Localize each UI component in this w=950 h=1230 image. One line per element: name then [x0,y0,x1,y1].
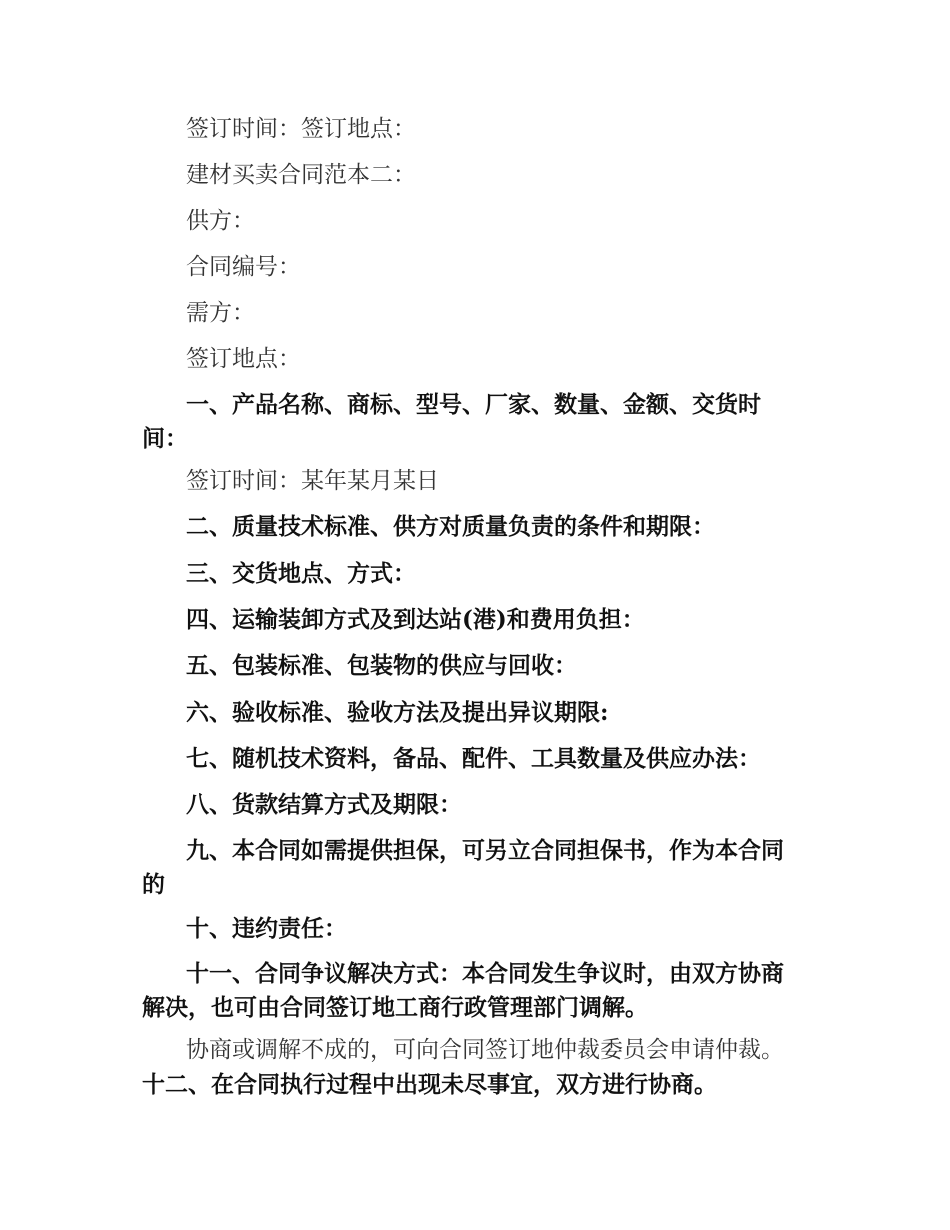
clause-11: 十一、合同争议解决方式：本合同发生争议时，由双方协商解决，也可由合同签订地工商行政管理部门调解。 [142,960,784,1021]
clause-6: 六、验收标准、验收方法及提出异议期限: [186,699,609,726]
buyer-field: 需方： [186,300,255,326]
signing-place-field: 签订地点： [186,346,301,372]
clause-7: 七、随机技术资料，备品、配件、工具数量及供应办法： [186,745,761,772]
clause-2: 二、质量技术标准、供方对质量负责的条件和期限： [186,513,715,540]
clause-10: 十、违约责任： [186,915,347,942]
clause-3: 三、交货地点、方式： [186,560,416,587]
signing-time-place: 签订时间：签订地点： [186,116,416,142]
clause-5: 五、包装标准、包装物的供应与回收： [186,652,577,679]
clause-4: 四、运输装卸方式及到达站(港)和费用负担： [186,606,645,633]
arbitration-note: 协商或调解不成的，可向合同签订地仲裁委员会申请仲裁。 [186,1037,784,1063]
template-title: 建材买卖合同范本二： [186,162,416,188]
clause-1: 一、产品名称、商标、型号、厂家、数量、金额、交货时间： [142,391,761,452]
clause-9: 九、本合同如需提供担保，可另立合同担保书，作为本合同的 [142,837,784,898]
clause-8: 八、货款结算方式及期限： [186,791,462,818]
clause-12: 十二、在合同执行过程中出现未尽事宜，双方进行协商。 [142,1071,717,1098]
signing-date-field: 签订时间：某年某月某日 [186,468,439,494]
supplier-field: 供方： [186,208,255,234]
contract-number-field: 合同编号： [186,254,301,280]
